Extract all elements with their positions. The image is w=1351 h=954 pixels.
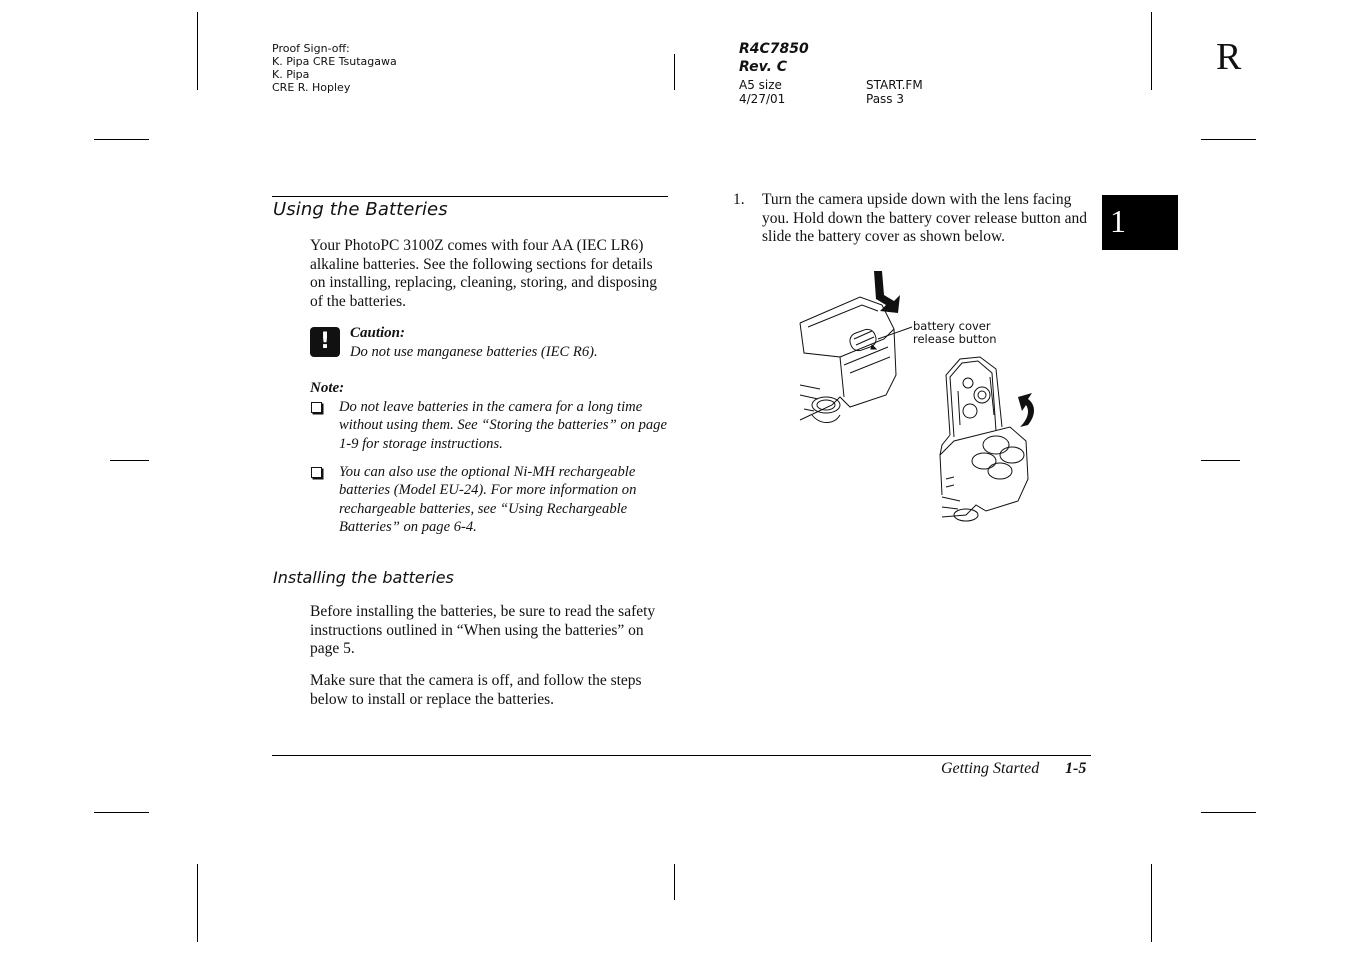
camera-open-cover-drawing xyxy=(940,357,1028,521)
crop-mark xyxy=(94,139,149,140)
body-paragraph: Before installing the batteries, be sure to read the safety instructions outlined in “When using the batteries” on page 5. xyxy=(310,603,656,657)
proof-line: K. Pipa CRE Tsutagawa xyxy=(272,55,397,68)
note-item: Do not leave batteries in the camera for a long time without using them. See “Storing the batteries” on page 1-9 for storage instructions. xyxy=(339,399,667,452)
proof-signoff xyxy=(272,42,397,94)
doc-file: START.FM xyxy=(866,78,923,92)
crop-mark xyxy=(1201,460,1240,461)
crop-mark xyxy=(1151,12,1152,90)
crop-mark xyxy=(674,54,675,90)
corner-letter: R xyxy=(1216,36,1242,78)
doc-size: A5 size xyxy=(739,78,782,92)
crop-mark xyxy=(674,864,675,900)
revision: Rev. C xyxy=(739,59,788,75)
proof-line: Proof Sign-off: xyxy=(272,42,350,55)
callout-label xyxy=(913,320,997,346)
bullet-box-icon xyxy=(311,467,322,478)
footer-page-number: 1-5 xyxy=(1065,760,1087,777)
step-text: Turn the camera upside down with the lens facing you. Hold down the battery cover release button and slide the battery cover as shown below. xyxy=(762,191,1087,245)
subsection-title: Installing the batteries xyxy=(273,568,454,587)
body-paragraph: Make sure that the camera is off, and follow the steps below to install or replace the batteries. xyxy=(310,672,642,708)
bullet-box-icon xyxy=(311,402,322,413)
crop-mark xyxy=(110,460,149,461)
chapter-tab xyxy=(1102,195,1178,250)
step-number: 1. xyxy=(733,191,745,208)
footer-rule xyxy=(272,755,1091,756)
proof-line: CRE R. Hopley xyxy=(272,81,351,94)
caution-icon: ! xyxy=(310,327,340,357)
crop-mark xyxy=(197,12,198,90)
section-rule xyxy=(272,196,668,197)
slide-arrow-icon xyxy=(874,271,900,313)
callout-leader xyxy=(878,327,912,339)
intro-paragraph: Your PhotoPC 3100Z comes with four AA (IEC LR6) alkaline batteries. See the following sections for details on installing, replacing, cleaning, storing, and disposing of the batteries. xyxy=(310,237,657,310)
camera-battery-illustration xyxy=(790,265,1050,530)
crop-mark xyxy=(1201,812,1256,813)
open-arrow-icon xyxy=(1018,393,1034,427)
crop-mark xyxy=(197,864,198,942)
crop-mark xyxy=(1151,864,1152,942)
note-label: Note: xyxy=(310,380,345,396)
caution-text: Do not use manganese batteries (IEC R6). xyxy=(350,344,598,360)
camera-body-drawing xyxy=(800,297,896,423)
chapter-number: 1 xyxy=(1110,203,1126,239)
doc-date: 4/27/01 xyxy=(739,92,786,106)
crop-mark xyxy=(94,812,149,813)
crop-mark xyxy=(1201,139,1256,140)
section-title: Using the Batteries xyxy=(273,199,448,220)
footer-chapter-name: Getting Started xyxy=(941,760,1040,777)
doc-pass: Pass 3 xyxy=(866,92,905,106)
doc-code: R4C7850 xyxy=(739,41,809,57)
caution-label: Caution: xyxy=(350,325,406,341)
callout-line: release button xyxy=(913,332,997,346)
proof-line: K. Pipa xyxy=(272,68,310,81)
note-item: You can also use the optional Ni-MH rechargeable batteries (Model EU-24). For more information on rechargeable batteries, see “Using Rechargeable Batteries” on page 6-4. xyxy=(339,464,637,535)
callout-line: battery cover xyxy=(913,319,991,333)
